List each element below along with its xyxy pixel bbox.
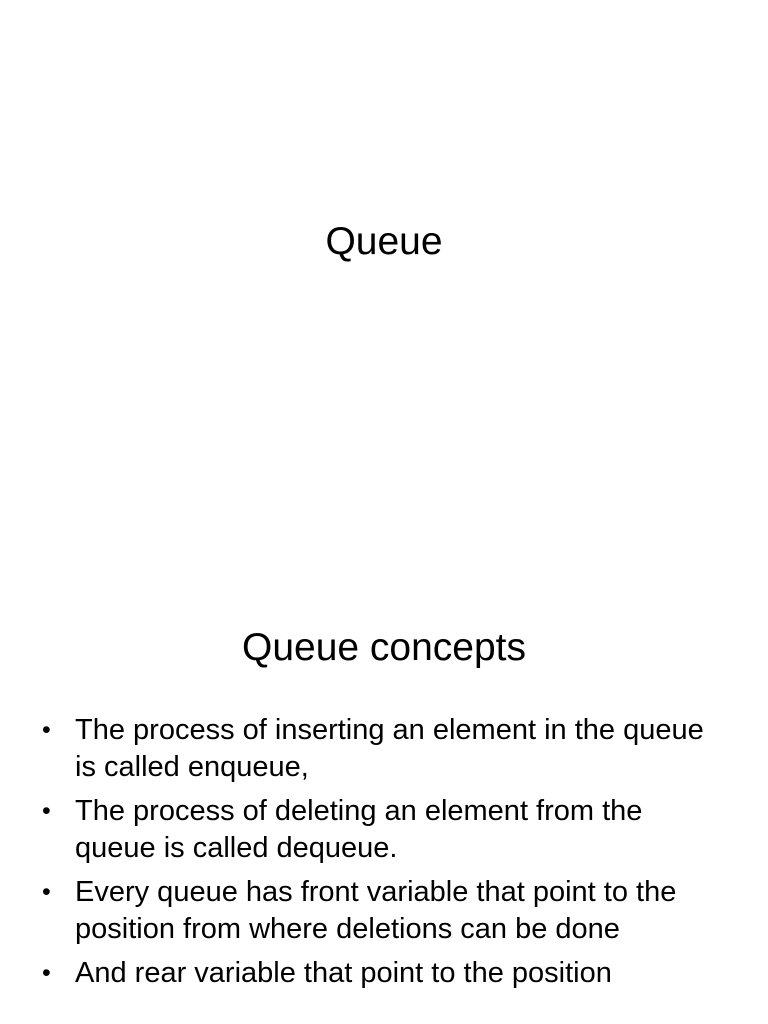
bullet-icon: • — [42, 959, 51, 987]
bullet-icon: • — [42, 716, 51, 744]
bullet-icon: • — [42, 797, 51, 825]
bullet-text: The process of inserting an element in the queue is called enqueue, — [75, 714, 704, 783]
bullet-text: Every queue has front variable that point to the position from where deletions can be done — [75, 876, 677, 945]
bullet-item — [42, 874, 722, 948]
slide-heading: Queue concepts — [241, 626, 527, 669]
bullet-list — [42, 712, 722, 999]
bullet-text: And rear variable that point to the position — [75, 957, 612, 989]
bullet-item — [42, 793, 722, 867]
bullet-item — [42, 712, 722, 786]
slide-title: Queue — [325, 220, 443, 263]
slide-queue-concepts — [0, 576, 768, 1024]
bullet-text: The process of deleting an element from the queue is called dequeue. — [75, 795, 643, 864]
bullet-item — [42, 955, 722, 992]
bullet-icon: • — [42, 878, 51, 906]
